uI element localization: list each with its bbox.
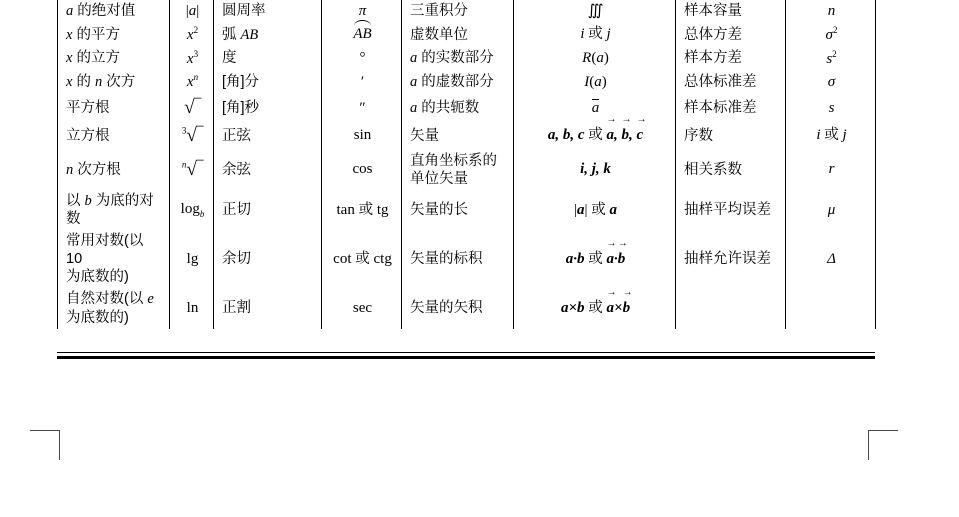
cell-symbol: $s^2$ <box>786 47 876 71</box>
cell-term: 自然对数(以 e 为底数的) <box>58 288 170 328</box>
cell-symbol: sin <box>322 122 402 150</box>
cell-term: 立方根 <box>58 122 170 150</box>
cell-symbol: $x^3$ <box>170 47 214 71</box>
cell-symbol: $\sigma^2$ <box>786 23 876 47</box>
cell-term: a 的绝对值 <box>58 0 170 23</box>
cell-symbol: σ <box>786 70 876 94</box>
cell-term: 正弦 <box>214 122 322 150</box>
cell-term: 样本容量 <box>676 0 786 23</box>
cell-term: 三重积分 <box>402 0 514 23</box>
cell-symbol: Δ <box>786 230 876 288</box>
cell-symbol: ′ <box>322 70 402 94</box>
cell-symbol: i 或 j <box>514 23 676 47</box>
cell-symbol: ° <box>322 47 402 71</box>
cell-term: 正割 <box>214 288 322 328</box>
table-bottom-rule <box>57 356 875 359</box>
cell-term: 总体方差 <box>676 23 786 47</box>
table-row <box>58 47 876 71</box>
cell-term: 余弦 <box>214 150 322 190</box>
cell-symbol: $x^2$ <box>170 23 214 47</box>
cell-term: 矢量的矢积 <box>402 288 514 328</box>
cell-symbol: |a| 或 a <box>514 190 676 230</box>
cell-term: 常用对数(以 10 为底数的) <box>58 230 170 288</box>
table-row <box>58 122 876 150</box>
cell-term: 度 <box>214 47 322 71</box>
cell-symbol: $^3$√‾ <box>170 122 214 150</box>
cell-symbol: $^n$√‾ <box>170 150 214 190</box>
cell-term: 矢量的标积 <box>402 230 514 288</box>
cell-symbol: a×b 或 a →×b → <box>514 288 676 328</box>
cell-term: 样本方差 <box>676 47 786 71</box>
cell-symbol: ln <box>170 288 214 328</box>
cell-symbol: $\log_b$ <box>170 190 214 230</box>
cell-term: 抽样允许误差 <box>676 230 786 288</box>
cell-symbol: ∭ <box>514 0 676 23</box>
cell-term: 虚数单位 <box>402 23 514 47</box>
cell-symbol: π <box>322 0 402 23</box>
cell-term: x 的 n 次方 <box>58 70 170 94</box>
cell-symbol: lg <box>170 230 214 288</box>
cell-symbol: I(a) <box>514 70 676 94</box>
cell-term: [角]分 <box>214 70 322 94</box>
cell-term: x 的立方 <box>58 47 170 71</box>
crop-mark-right-icon <box>868 430 898 460</box>
cell-symbol: cot 或 ctg <box>322 230 402 288</box>
table-bottom-rule-thin <box>57 352 875 353</box>
cell-symbol: n <box>786 0 876 23</box>
cell-symbol: a, b, c 或 a →, b →, c → <box>514 122 676 150</box>
table-row <box>58 230 876 288</box>
cell-term: a 的虚数部分 <box>402 70 514 94</box>
cell-symbol <box>786 288 876 328</box>
cell-term: 以 b 为底的对 数 <box>58 190 170 230</box>
table-row <box>58 150 876 190</box>
cell-symbol: ″ <box>322 94 402 122</box>
cell-symbol: i, j, k <box>514 150 676 190</box>
cell-symbol: AB <box>322 23 402 47</box>
cell-term: 矢量 <box>402 122 514 150</box>
cell-symbol: s <box>786 94 876 122</box>
cell-term: 总体标准差 <box>676 70 786 94</box>
cell-symbol: a <box>514 94 676 122</box>
cell-term: 正切 <box>214 190 322 230</box>
math-symbol-table <box>57 0 875 360</box>
cell-symbol: tan 或 tg <box>322 190 402 230</box>
cell-symbol: cos <box>322 150 402 190</box>
table-row <box>58 0 876 23</box>
table-row <box>58 190 876 230</box>
cell-term: 直角坐标系的 单位矢量 <box>402 150 514 190</box>
cell-term: 样本标准差 <box>676 94 786 122</box>
table-row <box>58 288 876 328</box>
cell-symbol: r <box>786 150 876 190</box>
cell-term: a 的共轭数 <box>402 94 514 122</box>
cell-term: 矢量的长 <box>402 190 514 230</box>
cell-term: 相关系数 <box>676 150 786 190</box>
cell-symbol: $x^n$ <box>170 70 214 94</box>
cell-term: [角]秒 <box>214 94 322 122</box>
cell-term <box>676 288 786 328</box>
table <box>57 0 876 329</box>
cell-symbol: R(a) <box>514 47 676 71</box>
cell-term: 平方根 <box>58 94 170 122</box>
table-row <box>58 94 876 122</box>
cell-term: 圆周率 <box>214 0 322 23</box>
cell-term: x 的平方 <box>58 23 170 47</box>
cell-term: 序数 <box>676 122 786 150</box>
cell-term: n 次方根 <box>58 150 170 190</box>
cell-symbol: √‾ <box>170 94 214 122</box>
cell-term: 弧 AB <box>214 23 322 47</box>
cell-symbol: sec <box>322 288 402 328</box>
table-row <box>58 23 876 47</box>
table-row <box>58 70 876 94</box>
crop-mark-left-icon <box>30 430 60 460</box>
cell-term: 抽样平均误差 <box>676 190 786 230</box>
cell-symbol: μ <box>786 190 876 230</box>
cell-term: a 的实数部分 <box>402 47 514 71</box>
cell-term: 余切 <box>214 230 322 288</box>
cell-symbol: |a| <box>170 0 214 23</box>
cell-symbol: a·b 或 a →·b → <box>514 230 676 288</box>
cell-symbol: i 或 j <box>786 122 876 150</box>
